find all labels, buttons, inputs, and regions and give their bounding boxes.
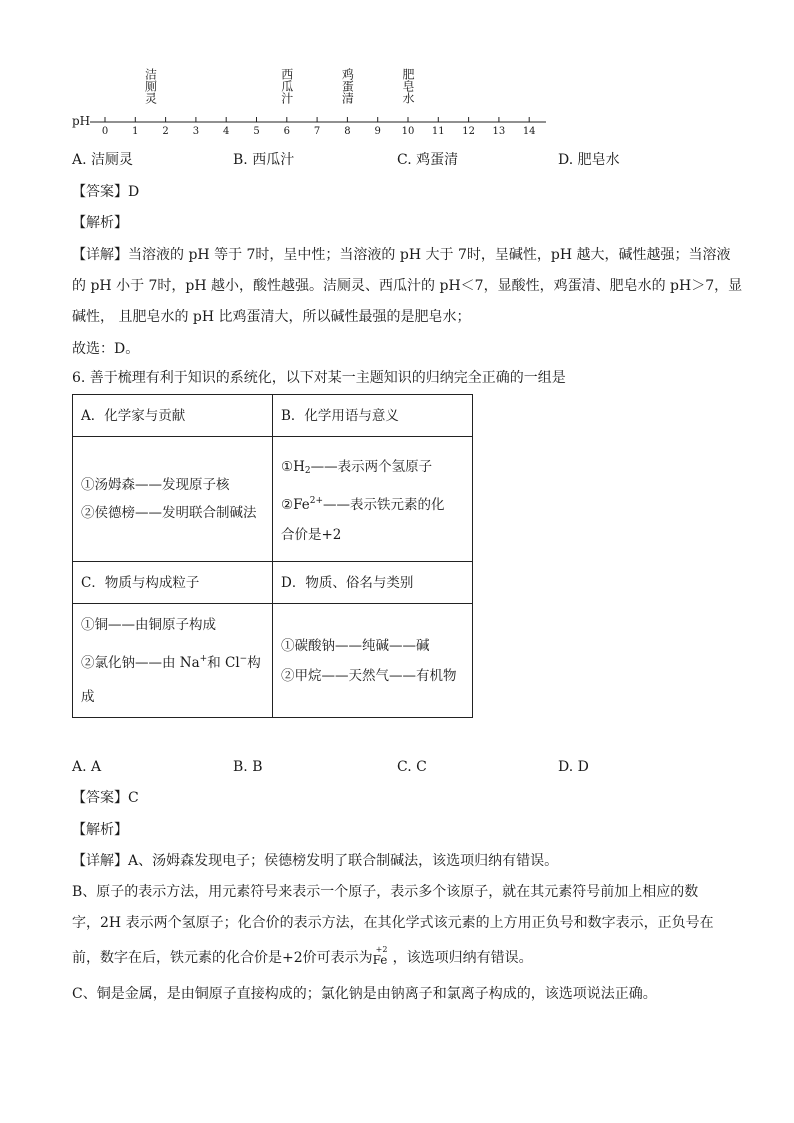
d-item-2: ②甲烷——天然气——有机物: [281, 667, 457, 684]
q6-option-b: B. B: [233, 759, 263, 775]
ph-marker-label: 洁厕灵: [143, 68, 158, 104]
q6-answer: 【答案】C: [72, 790, 139, 806]
ph-marker-label: 肥皂水: [401, 68, 415, 104]
q5-analysis-title: 【解析】: [72, 215, 128, 231]
b-item-2-cont: 合价是+2: [281, 527, 342, 543]
q5-option-c: C. 鸡蛋清: [397, 152, 459, 168]
ph-tick-label: 12: [462, 126, 475, 137]
ph-marker-label: 西瓜汁: [279, 68, 294, 104]
ph-tick-label: 13: [492, 126, 506, 137]
table-cell-c-title: C．物质与构成粒子: [73, 562, 273, 604]
ph-axis-label: pH: [72, 114, 91, 128]
b-item-1: $①H_2——$表示两个氢原子: [281, 459, 433, 476]
q6-knowledge-table: [72, 394, 473, 718]
ph-marker-label: 鸡蛋清: [340, 68, 355, 104]
q6-option-a: A. A: [72, 759, 102, 775]
c-item-2-cont: 成: [81, 688, 95, 705]
q6-analysis-title: 【解析】: [72, 822, 128, 838]
q6-detail-line-4: 前，数字在后，铁元素的化合价是+2价可表示为 +2 Fe ，该选项归纳有错误。: [72, 945, 533, 967]
q5-answer: 【答案】D: [72, 184, 140, 200]
q5-option-d: D. 肥皂水: [558, 152, 620, 168]
table-cell-a-title: A．化学家与贡献: [73, 395, 273, 437]
ph-tick-label: 11: [431, 126, 445, 137]
q6-option-d: D. D: [558, 759, 589, 775]
table-cell-d-content: [273, 604, 473, 718]
ph-tick-label: 4: [223, 126, 230, 137]
b-item-2: $②Fe^{2+}——$表示铁元素的化: [281, 496, 445, 513]
q5-detail-line-2: 的 pH 小于 7时，pH 越小，酸性越强。洁厕灵、西瓜汁的 pH＜7，显酸性，鸡蛋清、肥皂水的 pH＞7，显: [72, 278, 743, 294]
ph-tick-label: 7: [313, 126, 321, 137]
q6-detail-line-5: C、铜是金属，是由铜原子直接构成的；氯化钠是由钠离子和氯离子构成的，该选项说法正确。: [72, 986, 657, 1002]
q6-detail-line-2: B、原子的表示方法，用元素符号来表示一个原子，表示多个该原子，就在其元素符号前加上相应的数: [72, 884, 699, 900]
a-item-2: ②侯德榜——发明联合制碱法: [81, 505, 257, 521]
fe-valence-notation: +2 Fe: [372, 945, 388, 967]
h2-formula: H: [293, 459, 305, 475]
d-item-1: ①碳酸钠——纯碱——碱: [281, 637, 430, 654]
q5-option-a: A. 洁厕灵: [72, 152, 134, 168]
q5-option-b: B. 西瓜汁: [233, 152, 295, 168]
ph-tick-label: 3: [192, 126, 200, 137]
ph-tick-label: 1: [132, 126, 139, 137]
ph-tick-label: 0: [101, 126, 109, 137]
a-item-1: ①汤姆森——发现原子核: [81, 477, 230, 493]
q6-detail-line-1: 【详解】A、汤姆森发现电子；侯德榜发明了联合制碱法，该选项归纳有错误。: [72, 853, 559, 869]
q6-option-c: C. C: [397, 759, 427, 775]
ph-tick-label: 5: [253, 126, 260, 137]
table-cell-a-content: [73, 437, 273, 562]
table-cell-d-title: D．物质、俗名与类别: [273, 562, 473, 604]
q6-stem: 6. 善于梳理有利于知识的系统化，以下对某一主题知识的归纳完全正确的一组是: [72, 370, 566, 386]
q6-detail-line-3: 字，2H 表示两个氢原子；化合价的表示方法，在其化学式该元素的上方用正负号和数字表示，正负号在: [72, 915, 714, 931]
q5-detail-line-1: 【详解】当溶液的 pH 等于 7时，呈中性；当溶液的 pH 大于 7时，呈碱性，pH 越大，碱性越强；当溶液: [72, 247, 731, 263]
ph-tick-label: 9: [374, 126, 381, 137]
ph-tick-label: 14: [522, 126, 536, 137]
table-cell-b-content: [273, 437, 473, 562]
table-cell-c-content: [73, 604, 273, 718]
q5-detail-line-3: 碱性， 且肥皂水的 pH 比鸡蛋清大，所以碱性最强的是肥皂水；: [72, 309, 471, 325]
c-item-2: ②氯化钠——由 Na+和 Cl−构: [81, 653, 261, 671]
ph-tick-label: 10: [401, 126, 415, 137]
table-cell-b-title: B．化学用语与意义: [273, 395, 473, 437]
c-item-1: ①铜——由铜原子构成: [81, 616, 216, 633]
ph-tick-label: 6: [283, 126, 290, 137]
ph-tick-label: 8: [344, 126, 351, 137]
q5-choice: 故选：D。: [72, 341, 140, 357]
ph-tick-label: 2: [162, 126, 169, 137]
